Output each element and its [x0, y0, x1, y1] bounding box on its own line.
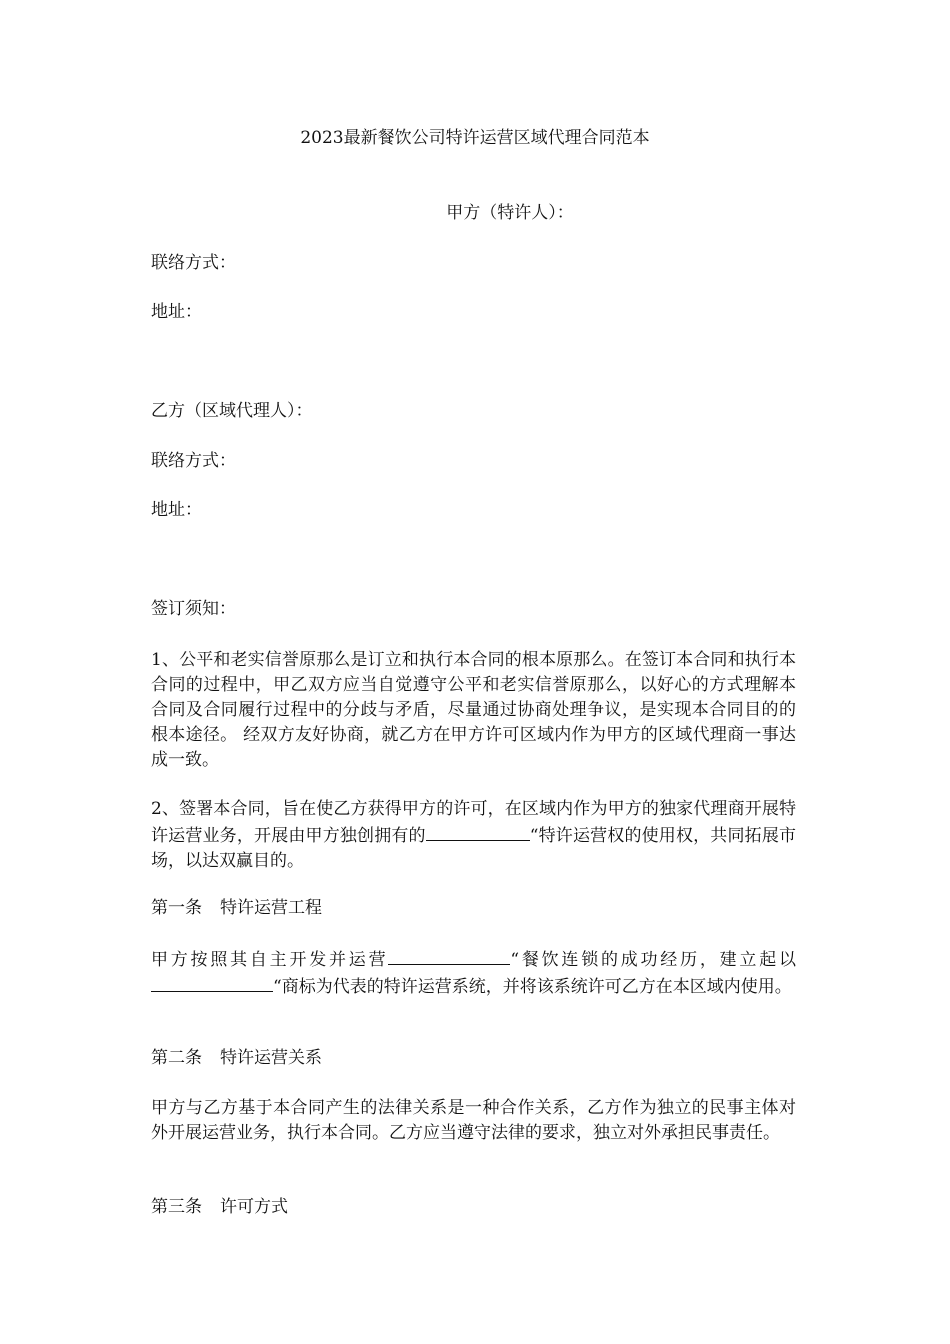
fill-blank-franchise-name — [426, 822, 530, 841]
article-1-title: 特许运营工程 — [220, 898, 322, 918]
document-title: 2023最新餐饮公司特许运营区域代理合同范本 — [300, 128, 650, 148]
article-1-text-a: 甲方按照其自主开发并运营 — [151, 950, 389, 970]
notice-paragraph-2 — [151, 797, 796, 874]
party-a-address: 地址： — [151, 302, 202, 322]
article-3-heading — [151, 1195, 288, 1219]
party-b-contact: 联络方式： — [151, 451, 236, 471]
fill-blank-restaurant-brand — [388, 946, 510, 965]
article-1-body — [151, 946, 796, 1000]
article-1-text-b: “餐饮连锁的成功经历，建立起以 — [510, 950, 796, 970]
article-1-text-c: “商标为代表的特许运营系统，并将该系统许可乙方在本区域内使用。 — [273, 977, 792, 997]
party-b-label: 乙方（区域代理人）： — [151, 401, 313, 421]
article-2-number: 第二条 — [151, 1048, 202, 1068]
article-2-body: 甲方与乙方基于本合同产生的法律关系是一种合作关系，乙方作为独立的民事主体对外开展运营业务，执行本合同。乙方应当遵守法律的要求，独立对外承担民事责任。 — [151, 1098, 796, 1143]
notice-2-text-b: “特许运营权的使用权，共同拓展市场，以达双赢目的。 — [151, 826, 796, 871]
article-3-number: 第三条 — [151, 1197, 202, 1217]
notice-heading: 签订须知： — [151, 599, 236, 619]
article-2-heading — [151, 1046, 322, 1070]
notice-2-text-a: 2、签署本合同，旨在使乙方获得甲方的许可，在区域内作为甲方的独家代理商开展特许运营业务，开展由甲方独创拥有的 — [151, 799, 796, 846]
notice-paragraph-1: 1、公平和老实信誉原那么是订立和执行本合同的根本原那么。在签订本合同和执行本合同的过程中，甲乙双方应当自觉遵守公平和老实信誉原那么，以好心的方式理解本合同及合同履行过程中的分歧与矛盾，尽量通过协商处理争议，是实现本合同目的的根本途径。 经双方友好协商，就乙方在甲方许可区域内作为甲方的区域代理商一事达成一致。 — [151, 650, 796, 770]
article-1-heading — [151, 896, 322, 920]
party-a-label: 甲方（特许人）： — [446, 203, 574, 223]
article-3-title: 许可方式 — [220, 1197, 288, 1217]
article-2-title: 特许运营关系 — [220, 1048, 322, 1068]
article-1-number: 第一条 — [151, 898, 202, 918]
party-b-address: 地址： — [151, 500, 202, 520]
fill-blank-trademark — [151, 973, 273, 992]
party-a-contact: 联络方式： — [151, 253, 236, 273]
